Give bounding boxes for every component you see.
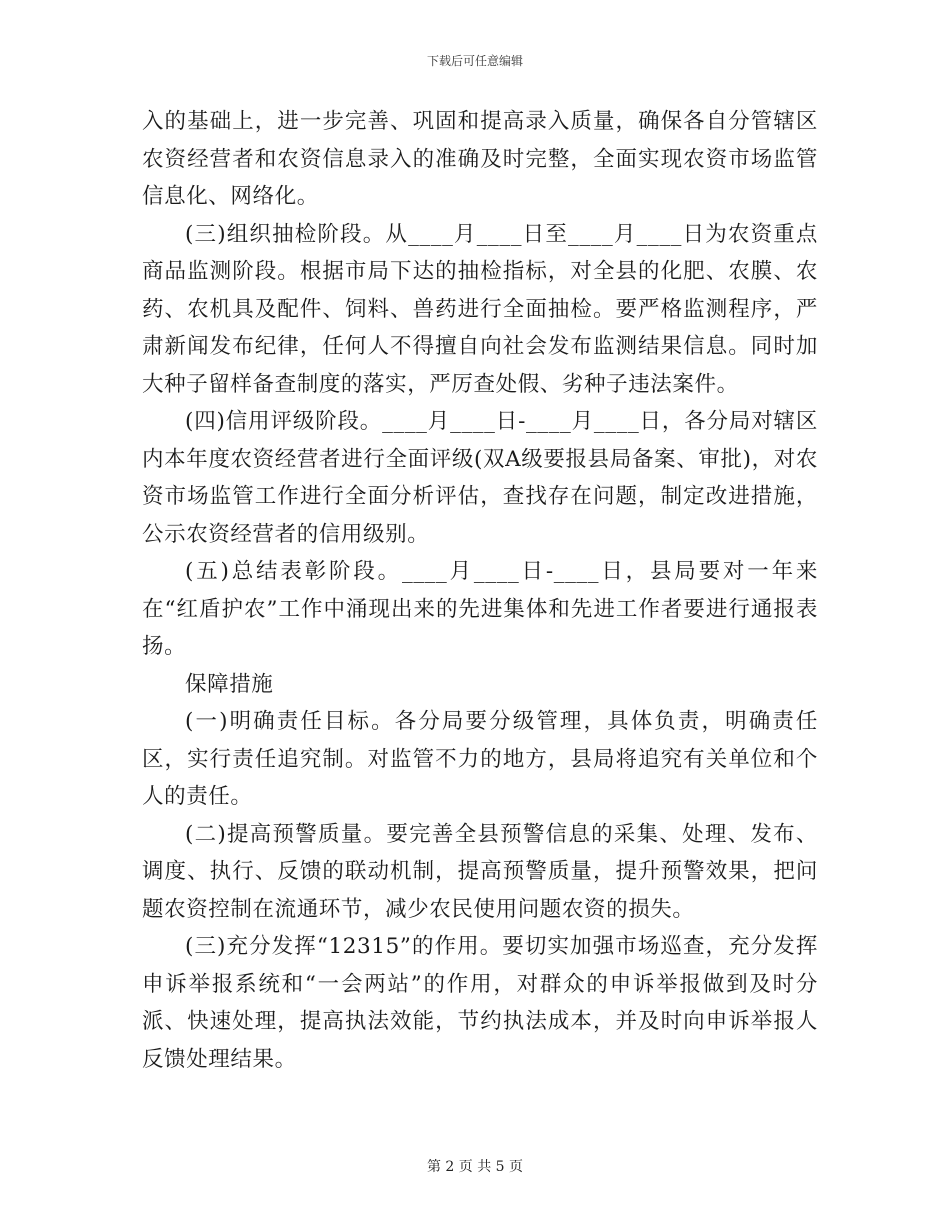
paragraph-3: (四)信用评级阶段。____月____日-____月____日，各分局对辖区内本年度农资经营者进行全面评级(双A级要报县局备案、审批)，对农资市场监管工作进行全面分析评估，查找存在问题，制定改进措施，公示农资经营者的信用级别。 <box>142 409 818 547</box>
paragraph-8: (三)充分发挥“12315”的作用。要切实加强市场巡查，充分发挥申诉举报系统和“一会两站”的作用，对群众的申诉举报做到及时分派、快速处理，提高执法效能，节约执法成本，并及时向申诉举报人反馈处理结果。 <box>142 934 818 1072</box>
page-header: 下载后可任意编辑 <box>426 54 523 68</box>
paragraph-7: (二)提高预警质量。要完善全县预警信息的采集、处理、发布、调度、执行、反馈的联动机制，提高预警质量，提升预警效果，把问题农资控制在流通环节，减少农民使用问题农资的损失。 <box>142 821 818 922</box>
section-heading-safeguards: 保障措施 <box>185 671 274 697</box>
paragraph-4: (五)总结表彰阶段。____月____日-____日，县局要对一年来在“红盾护农”工作中涌现出来的先进集体和先进工作者要进行通报表扬。 <box>142 559 818 659</box>
paragraph-2: (三)组织抽检阶段。从____月____日至____月____日为农资重点商品监测阶段。根据市局下达的抽检指标，对全县的化肥、农膜、农药、农机具及配件、饲料、兽药进行全面抽检。要严格监测程序，严肃新闻发布纪律，任何人不得擅自向社会发布监测结果信息。同时加大种子留样备查制度的落实，严厉查处假、劣种子违法案件。 <box>142 221 818 397</box>
page-number: 第 2 页 共 5 页 <box>426 1159 524 1175</box>
paragraph-1: 入的基础上，进一步完善、巩固和提高录入质量，确保各自分管辖区农资经营者和农资信息录入的准确及时完整，全面实现农资市场监管信息化、网络化。 <box>142 109 818 209</box>
document-body <box>142 103 818 1078</box>
paragraph-6: (一)明确责任目标。各分局要分级管理，具体负责，明确责任区，实行责任追究制。对监管不力的地方，县局将追究有关单位和个人的责任。 <box>142 709 818 809</box>
